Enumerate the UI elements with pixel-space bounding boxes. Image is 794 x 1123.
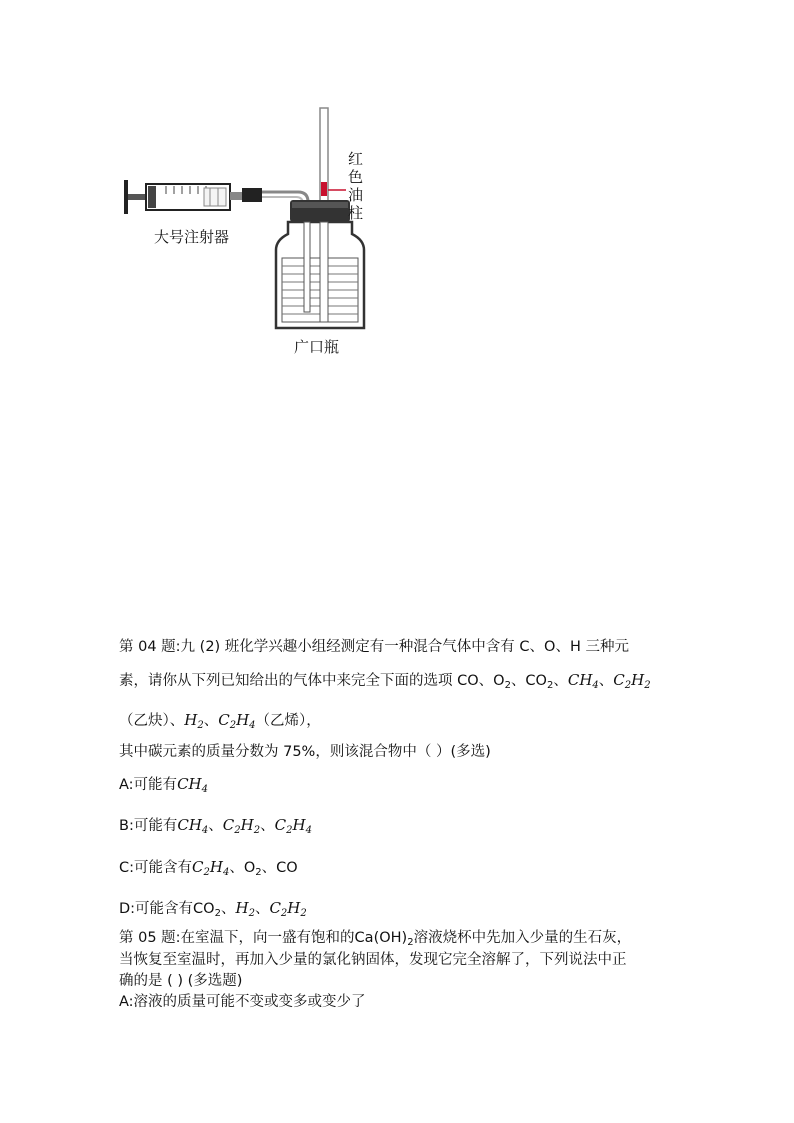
inner-tube-right	[320, 222, 328, 322]
oil-column-label: 红色油柱	[348, 150, 364, 222]
q4-option-c: C:可能含有$C_2H_4$、$O_2$、CO	[119, 858, 298, 878]
syringe-label: 大号注射器	[154, 228, 230, 246]
q4-option-d: D:可能含有$CO_2$、$H_2$、$C_2H_2$	[119, 899, 307, 919]
q5-line3: 确的是 ( ) (多选题)	[119, 973, 243, 989]
q4-line1: 第 04 题:九 (2) 班化学兴趣小组经测定有一种混合气体中含有 C、O、H 三种元	[119, 639, 629, 655]
q4-line4: 其中碳元素的质量分数为 75%，则该混合物中（ ）(多选)	[119, 744, 491, 760]
syringe-air	[204, 188, 226, 206]
q4-option-b: B:可能有$CH_4$、$C_2H_2$、$C_2H_4$	[119, 816, 312, 836]
q4-line2: 素，请你从下列已知给出的气体中来完全下面的选项 CO、$O_2$、$CO_2$、$CH_4$、$C_2H_2$	[119, 671, 651, 691]
red-oil-column	[321, 182, 327, 196]
syringe-plunger-handle	[124, 180, 128, 214]
q5-line1: 第 05 题:在室温下，向一盛有饱和的$Ca(OH)_2$溶液烧杯中先加入少量的生石灰，	[119, 930, 632, 948]
apparatus-figure	[110, 100, 410, 365]
syringe-plunger-rod	[128, 194, 146, 200]
tube-clamp	[242, 188, 262, 202]
inner-tube-left	[304, 222, 310, 312]
q4-line3: （乙炔）、$H_2$、$C_2H_4$（乙烯），	[119, 711, 321, 731]
bottle-label: 广口瓶	[294, 338, 340, 356]
syringe-piston	[148, 186, 156, 208]
syringe-nozzle	[230, 192, 242, 200]
q5-line2: 当恢复至室温时，再加入少量的氯化钠固体，发现它完全溶解了，下列说法中正	[119, 952, 627, 968]
q5-option-a: A:溶液的质量可能不变或变多或变少了	[119, 994, 366, 1010]
q4-option-a: A:可能有$CH_4$	[119, 775, 208, 795]
